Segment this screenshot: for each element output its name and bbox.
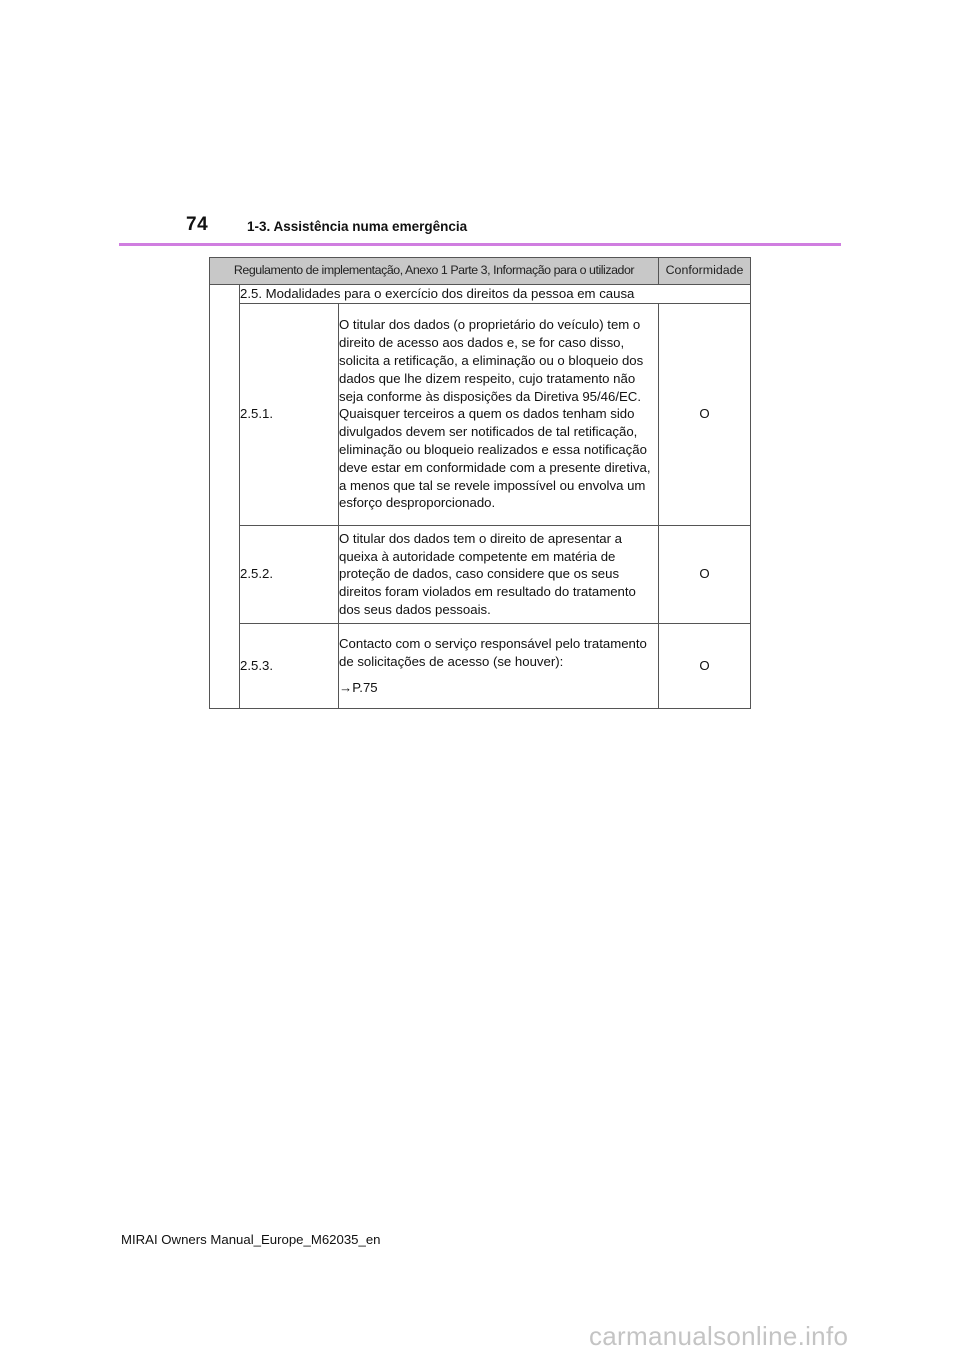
watermark-text: carmanualsonline.info (589, 1321, 849, 1351)
section-heading: 2.5. Modalidades para o exercício dos direitos da pessoa em causa (240, 285, 751, 304)
row-conformity: O (659, 303, 751, 525)
column-header-conformity: Conformidade (659, 258, 751, 285)
row-number: 2.5.1. (240, 303, 339, 525)
row-text: Contacto com o serviço responsável pelo tratamento de solicitações de acesso (se houver): (339, 636, 647, 669)
row-number: 2.5.3. (240, 623, 339, 708)
table-row (210, 525, 751, 623)
column-header-regulation: Regulamento de implementação, Anexo 1 Parte 3, Informação para o utilizador (210, 258, 659, 285)
row-text-cell (339, 623, 659, 708)
table-row (210, 623, 751, 708)
footer-manual-id: MIRAI Owners Manual_Europe_M62035_en (121, 1232, 381, 1247)
section-heading-row (210, 285, 751, 304)
row-text: O titular dos dados tem o direito de apresentar a queixa à autoridade competente em matéria de proteção de dados, caso considere que os seus direitos foram violados em resultado do tratamento dos seus dados pessoais. (339, 525, 659, 623)
row-number: 2.5.2. (240, 525, 339, 623)
indent-column (210, 285, 240, 709)
row-conformity: O (659, 623, 751, 708)
table-row (210, 303, 751, 525)
header-divider (119, 243, 841, 246)
section-title: 1-3. Assistência numa emergência (247, 219, 468, 234)
row-text: O titular dos dados (o proprietário do veículo) tem o direito de acesso aos dados e, se for caso disso, solicita a retificação, a eliminação ou o bloqueio dos dados que lhe dizem respeito, cujo tratamento não seja conforme às disposições da Diretiva 95/46/EC. Quaisquer terceiros a quem os dados tenham sido divulgados devem ser notificados de tal retificação, eliminação ou bloqueio realizados e essa notificação deve estar em conformidade com a presente diretiva, a menos que tal se revele impossível ou envolva um esforço desproporcionado. (339, 303, 659, 525)
table-header-row (210, 258, 751, 285)
regulation-table (209, 257, 751, 709)
page-number: 74 (186, 214, 209, 235)
row-conformity: O (659, 525, 751, 623)
page-reference-link[interactable]: →P.75 (339, 679, 378, 695)
